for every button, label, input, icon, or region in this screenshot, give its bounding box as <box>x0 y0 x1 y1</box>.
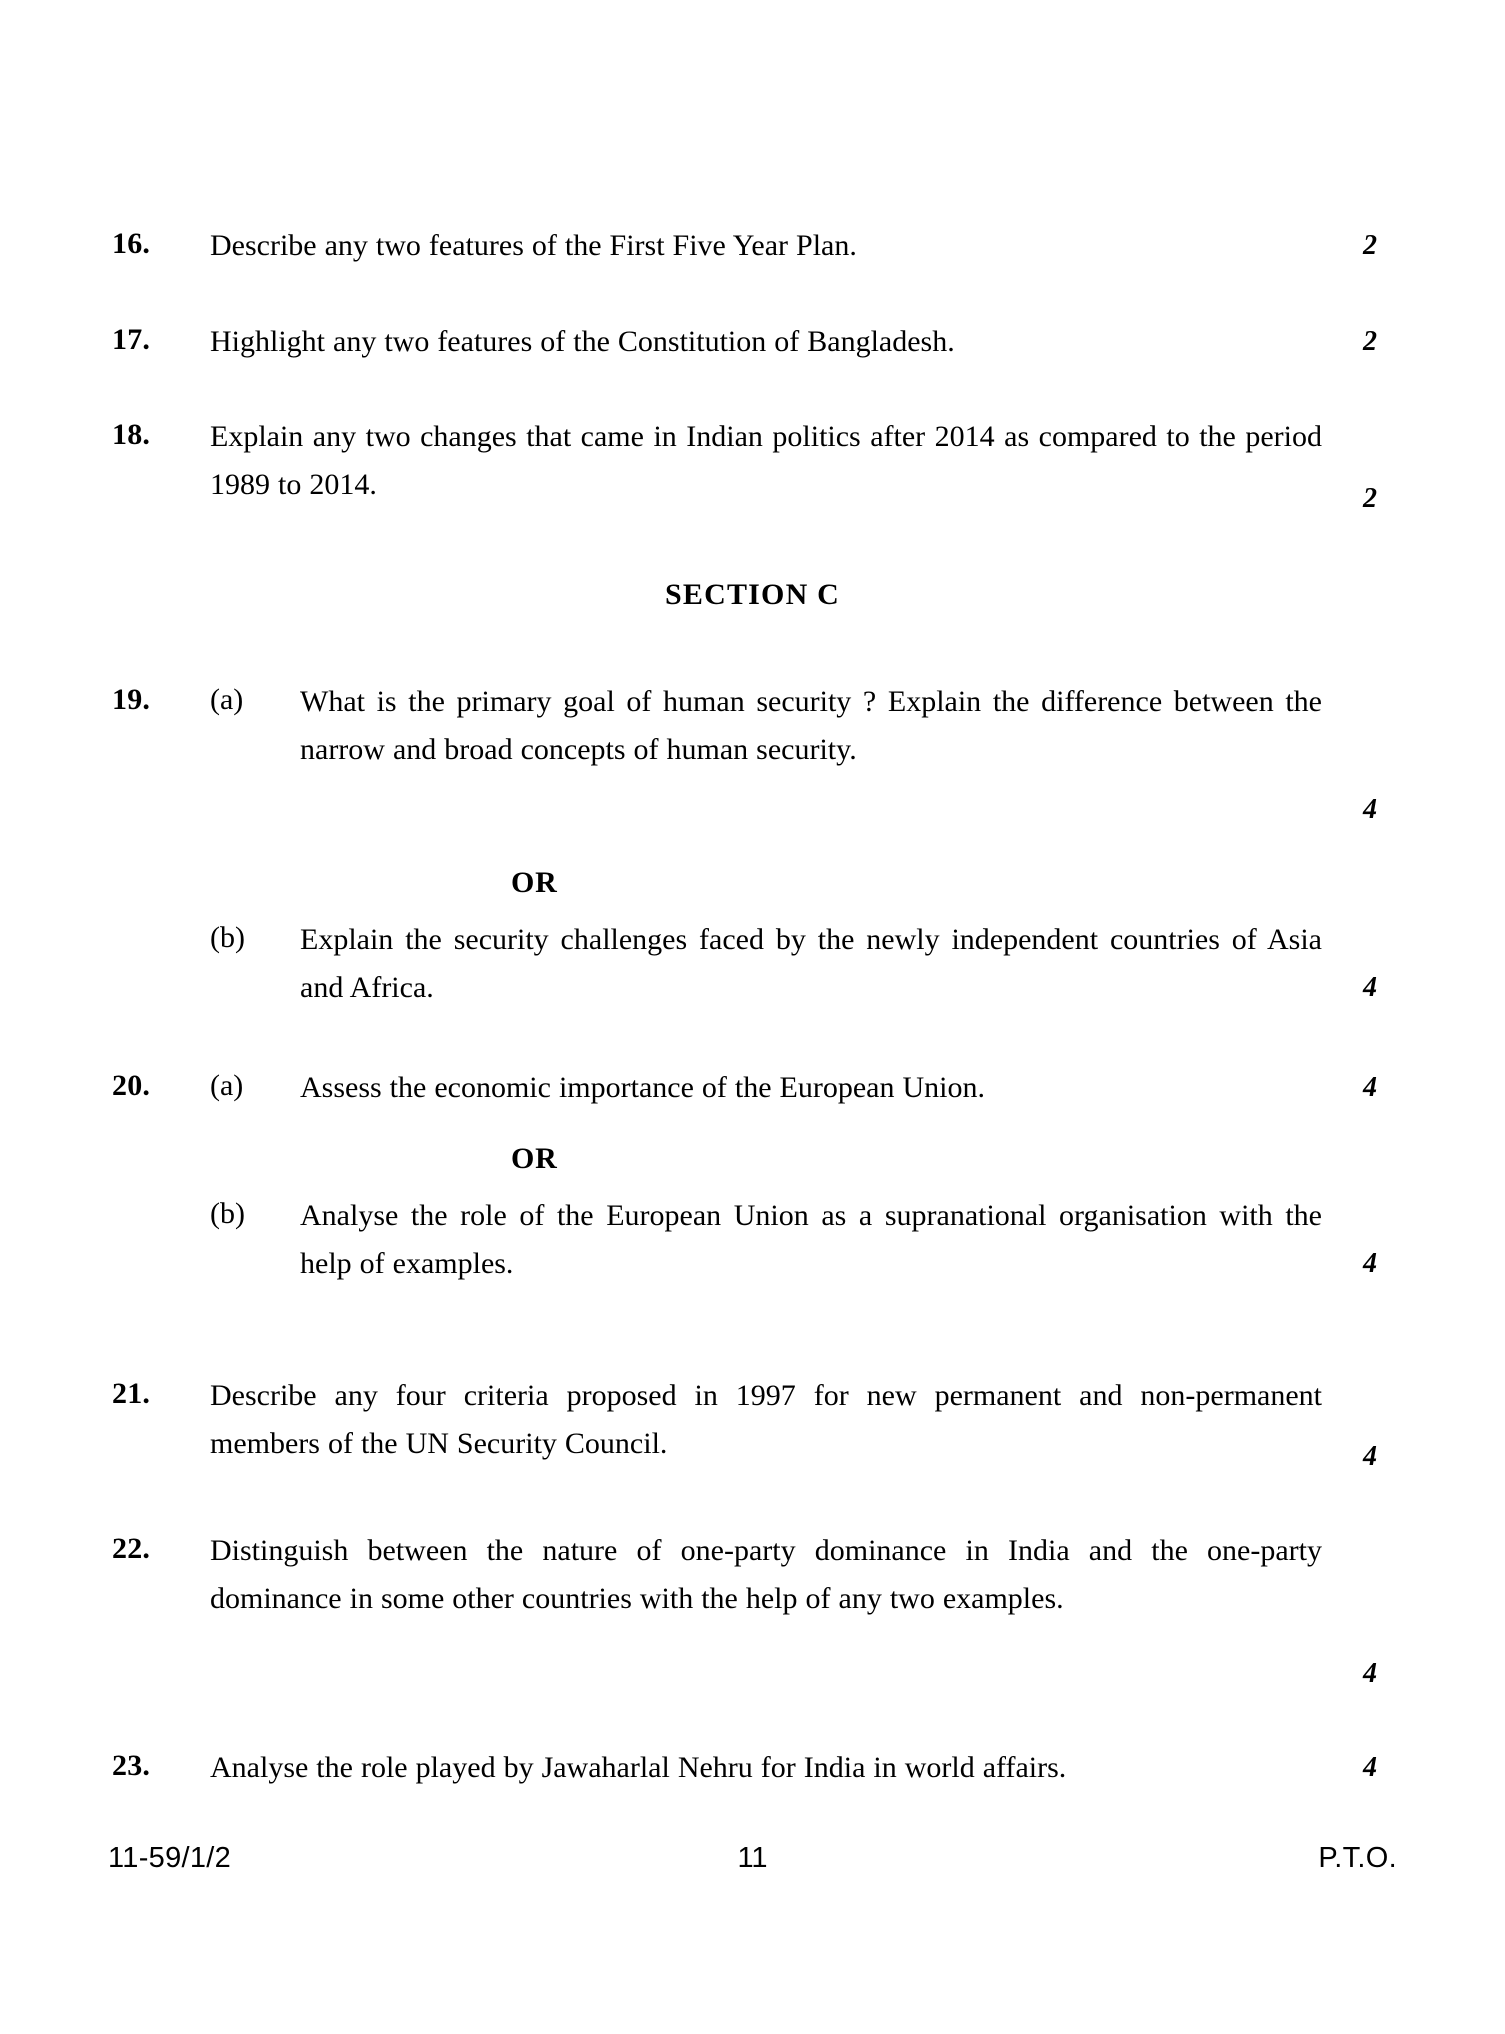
page-footer <box>0 1842 1505 1962</box>
question-18-text: Explain any two changes that came in Indian politics after 2014 as compared to the period 1989 to 2014. <box>210 420 1322 501</box>
question-18-marks: 2 <box>1363 483 1377 514</box>
question-17-number: 17. <box>112 323 151 356</box>
paper-code: 11-59/1/2 <box>108 1842 232 1874</box>
or-divider-19: OR <box>511 866 558 899</box>
question-16-number: 16. <box>112 227 151 260</box>
question-16-marks: 2 <box>1363 230 1377 261</box>
question-21-text: Describe any four criteria proposed in 1997 for new permanent and non-permanent members of the UN Security Council. <box>210 1379 1322 1460</box>
question-17-marks: 2 <box>1363 326 1377 357</box>
question-21-marks: 4 <box>1363 1441 1377 1472</box>
question-23-number: 23. <box>112 1749 151 1782</box>
question-19-part-b-marks: 4 <box>1363 972 1377 1003</box>
question-23-text: Analyse the role played by Jawaharlal Nehru for India in world affairs. <box>210 1751 1067 1784</box>
question-20-part-b <box>210 1192 1322 1288</box>
question-19-number: 19. <box>112 683 151 716</box>
question-19-part-a-label: (a) <box>210 683 244 716</box>
question-19-part-a-text: What is the primary goal of human security ? Explain the difference between the narrow and broad concepts of human security. <box>300 685 1322 766</box>
question-23 <box>112 1744 1322 1792</box>
turn-over-label: P.T.O. <box>1318 1842 1397 1874</box>
question-20-part-a-label: (a) <box>210 1069 244 1102</box>
question-22-number: 22. <box>112 1532 151 1565</box>
question-21 <box>112 1372 1322 1468</box>
question-16-text: Describe any two features of the First Five Year Plan. <box>210 229 857 262</box>
question-19-part-a <box>112 678 1322 774</box>
question-23-marks: 4 <box>1363 1752 1377 1783</box>
or-divider-20: OR <box>511 1142 558 1175</box>
question-22-text: Distinguish between the nature of one-party dominance in India and the one-party dominance in some other countries with the help of any two examples. <box>210 1534 1322 1615</box>
question-20-part-a-marks: 4 <box>1363 1072 1377 1103</box>
question-19-part-b <box>210 916 1322 1012</box>
question-17-text: Highlight any two features of the Constitution of Bangladesh. <box>210 325 955 358</box>
question-17 <box>112 318 1322 366</box>
question-18-number: 18. <box>112 418 151 451</box>
question-20-part-b-text: Analyse the role of the European Union as a supranational organisation with the help of examples. <box>300 1199 1322 1280</box>
question-22-marks: 4 <box>1363 1658 1377 1689</box>
question-20-part-a <box>112 1064 1322 1112</box>
question-20-number: 20. <box>112 1069 151 1102</box>
question-22 <box>112 1527 1322 1623</box>
question-20-part-a-text: Assess the economic importance of the European Union. <box>300 1071 985 1104</box>
question-16 <box>112 222 1322 270</box>
question-20-part-b-label: (b) <box>210 1197 245 1230</box>
question-19-part-b-text: Explain the security challenges faced by the newly independent countries of Asia and Africa. <box>300 923 1322 1004</box>
question-19-part-a-marks: 4 <box>1363 794 1377 825</box>
question-20-part-b-marks: 4 <box>1363 1248 1377 1279</box>
page-number: 11 <box>737 1842 768 1874</box>
section-c-heading: SECTION C <box>664 578 840 611</box>
question-18 <box>112 413 1322 509</box>
question-21-number: 21. <box>112 1377 151 1410</box>
question-19-part-b-label: (b) <box>210 921 245 954</box>
